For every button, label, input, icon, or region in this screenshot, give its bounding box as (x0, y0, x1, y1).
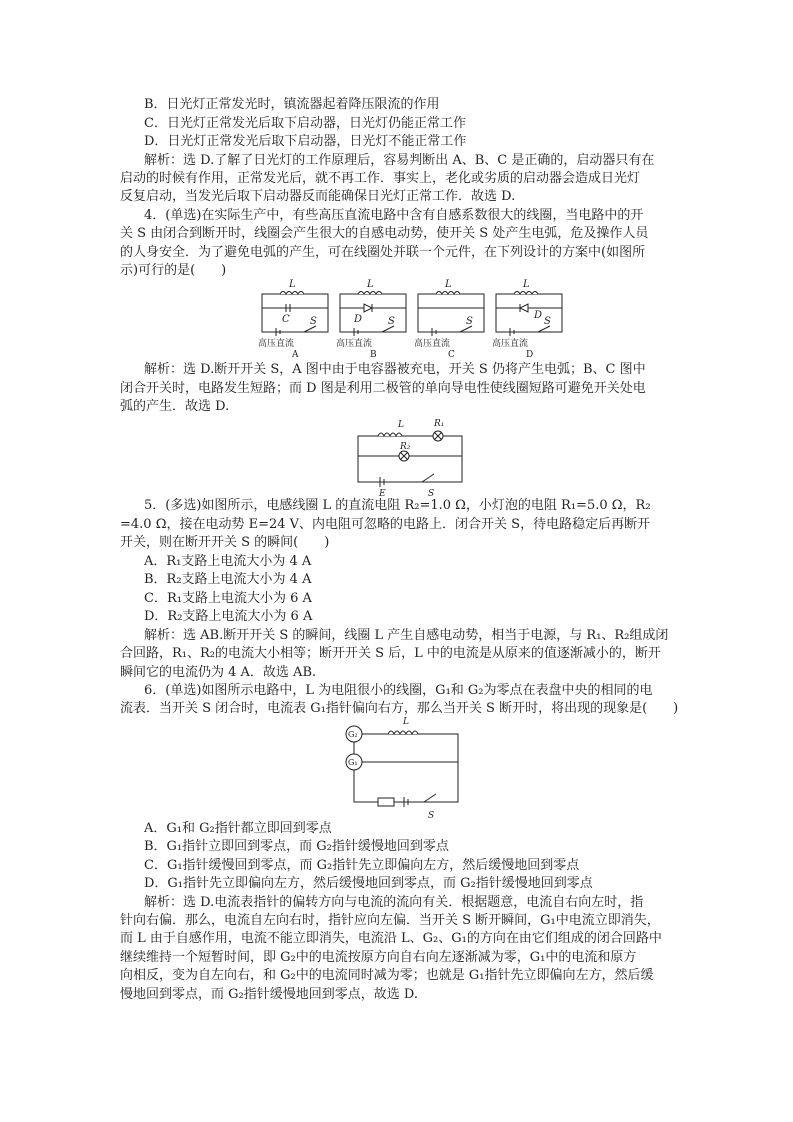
switch-label-d: S (544, 316, 551, 327)
q6-analysis-line: 针向右偏．那么，电流自左向右时，指针应向左偏．当开关 S 断开瞬间，G₁中电流立即消失， (120, 913, 660, 928)
q6-option-a: A．G₁和 G₂指针都立即回到零点 (144, 821, 332, 836)
q6-stem-line: 流表．当开关 S 闭合时，电流表 G₁指针偏向右方，那么当开关 S 断开时，将出现的现象是( ) (120, 701, 679, 716)
coil-label-a: L (289, 279, 296, 290)
element-label-d: D (534, 310, 543, 321)
q6-analysis-line: 向相反，变为自左向右，和 G₂中的电流同时减为零；也就是 G₁指针先立即偏向左方，然后缓 (120, 968, 654, 983)
r1-label: R₁ (434, 419, 445, 429)
q3-analysis-line: 反复启动，当发光后取下启动器反而能确保日光灯正常工作．故选 D. (120, 189, 516, 204)
circuit-panel-a (262, 292, 328, 337)
q5-option-a: A．R₁支路上电流大小为 4 A (144, 554, 312, 569)
q4-analysis-line: 闭合开关时，电路发生短路；而 D 图是利用二极管的单向导电性使线圈短路可避免开关处电 (120, 381, 646, 396)
source-label-b: 高压直流 (336, 339, 373, 349)
switch-label-b: S (388, 316, 395, 327)
q4-stem-line: 示)可行的是( ) (120, 263, 227, 278)
q5-analysis-line: 合回路，R₁、R₂的电流大小相等；断开开关 S 后，L 中的电流是从原来的值逐渐减小的，断开 (120, 646, 661, 661)
source-label-d: 高压直流 (492, 339, 529, 349)
r2-label: R₂ (400, 442, 411, 452)
q5-stem-line: 5．(多选)如图所示，电感线圈 L 的直流电阻 R₂=1.0 Ω，小灯泡的电阻 R₁=5.0 Ω，R₂ (144, 498, 651, 513)
circuit-panel-d (496, 292, 562, 337)
q6-analysis-line: 解析：选 D.电流表指针的偏转方向与电流的流向有关．根据题意，电流自右向左时，指 (144, 895, 644, 910)
g2-label: G₂ (348, 730, 358, 739)
inductor-label: L (398, 420, 404, 430)
q5-option-c: C．R₁支路上电流大小为 6 A (144, 591, 312, 606)
q3-analysis-line: 解析：选 D.了解了日光灯的工作原理后，容易判断出 A、B、C 是正确的，启动器只有在 (144, 153, 655, 168)
panel-letter-d: D (526, 350, 534, 360)
q3-option-d: D．日光灯正常发光后取下启动器，日光灯不能正常工作 (144, 134, 467, 149)
q6-option-d: D．G₁指针先立即偏向左方，然后缓慢地回到零点，而 G₂指针缓慢地回到零点 (144, 876, 593, 891)
emf-label: E (379, 489, 386, 498)
q5-option-b: B．R₂支路上电流大小为 4 A (144, 572, 312, 587)
q4-stem-line: 关 S 由闭合到断开时，线圈会产生很大的自感电动势，使开关 S 处产生电弧，危及操作人员 (120, 226, 649, 241)
q4-stem-line: 的人身安全．为了避免电弧的产生，可在线圈处并联一个元件，在下列设计的方案中(如图所 (120, 245, 646, 260)
switch-label-a: S (310, 316, 317, 327)
q3-option-c: C．日光灯正常发光后取下启动器，日光灯仍能正常工作 (144, 116, 466, 131)
element-label-b: D (354, 314, 363, 325)
panel-letter-c: C (448, 350, 455, 360)
q4-analysis-line: 弧的产生．故选 D. (120, 399, 230, 414)
g1-label: G₁ (348, 758, 358, 767)
q3-analysis-line: 启动的时候有作用，正常发光后，就不再工作．事实上，老化或劣质的启动器会造成日光灯 (120, 171, 641, 186)
q3-option-b: B．日光灯正常发光时，镇流器起着降压限流的作用 (144, 97, 440, 112)
switch-label: S (428, 489, 435, 498)
circuit-panel-b (340, 292, 406, 337)
q4-stem-line: 4．(单选)在实际生产中，有些高压直流电路中含有自感系数很大的线圈，当电路中的开 (144, 208, 644, 223)
q6-option-c: C．G₁指针缓慢回到零点，而 G₂指针先立即偏向左方，然后缓慢地回到零点 (144, 858, 580, 873)
coil-label-d: L (523, 279, 530, 290)
q5-analysis-line: 解析：选 AB.断开开关 S 的瞬间，线圈 L 产生自感电动势，相当于电源，与 R₁、R₂组成闭 (144, 628, 669, 643)
q4-analysis-line: 解析：选 D.断开开关 S，A 图中由于电容器被充电，开关 S 仍将产生电弧；B、C 图中 (144, 362, 646, 377)
q6-analysis-line: 继续维持一个短暂时间，即 G₂中的电流按原方向自右向左逐渐减为零，G₁中的电流和原方 (120, 950, 637, 965)
q5-analysis-line: 瞬间它的电流仍为 4 A．故选 AB. (120, 665, 317, 680)
source-label-a: 高压直流 (258, 339, 295, 349)
q6-analysis-line: 慢地回到零点，而 G₂指针缓慢地回到零点，故选 D. (120, 987, 418, 1002)
q5-circuit-figure (352, 416, 466, 498)
q4-circuit-figure (256, 278, 568, 360)
panel-letter-a: A (292, 350, 299, 360)
q6-option-b: B．G₁指针立即回到零点，而 G₂指针缓慢地回到零点 (144, 839, 449, 854)
element-label-a: C (282, 314, 290, 325)
coil-label-b: L (367, 279, 374, 290)
inductor-label: L (403, 717, 409, 727)
q6-analysis-line: 而 L 由于自感作用，电流不能立即消失，电流沿 L、G₂、G₁的方向在由它们组成的闭合回路中 (120, 931, 662, 946)
coil-label-c: L (445, 279, 452, 290)
q5-stem-line: 开关，则在断开开关 S 的瞬间( ) (120, 535, 330, 550)
switch-label-c: S (466, 316, 473, 327)
panel-letter-b: B (370, 350, 377, 360)
q6-circuit-figure (338, 714, 464, 822)
source-label-c: 高压直流 (414, 339, 451, 349)
q6-stem-line: 6．(单选)如图所示电路中，L 为电阻很小的线圈，G₁和 G₂为零点在表盘中央的相同的电 (144, 683, 653, 698)
circuit-panel-c (418, 292, 484, 337)
switch-label: S (428, 811, 435, 821)
q5-stem-line: =4.0 Ω，接在电动势 E=24 V、内电阻可忽略的电路上．闭合开关 S，待电路稳定后再断开 (120, 517, 651, 532)
q5-option-d: D．R₂支路上电流大小为 6 A (144, 609, 313, 624)
